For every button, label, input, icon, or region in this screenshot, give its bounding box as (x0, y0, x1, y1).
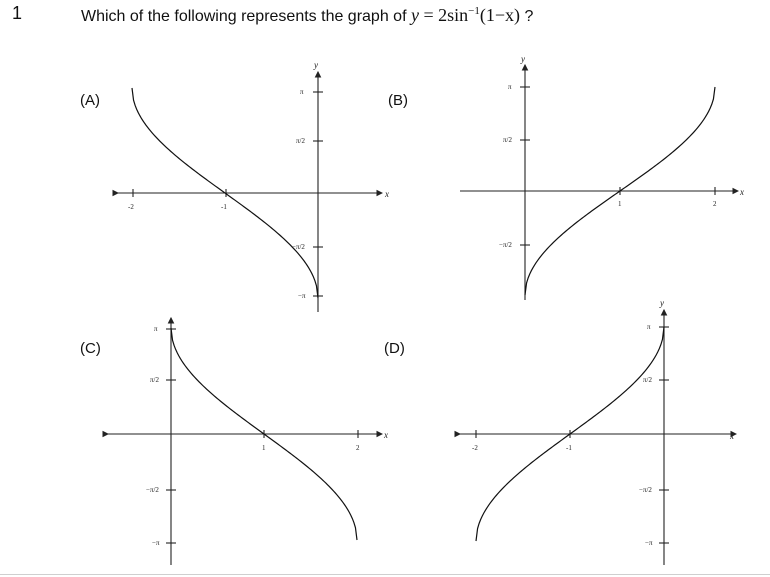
graph-c-ytick-4: −π (152, 539, 160, 547)
graph-c-ticks (166, 329, 358, 543)
graph-d-ytick-1: π (647, 323, 651, 331)
graph-a-ticks (133, 92, 323, 296)
graph-c-xtick-2: 2 (356, 444, 360, 452)
graph-a-x-label: x (385, 189, 389, 199)
formula-exp: −1 (468, 5, 480, 17)
graph-b-ytick-3: −π/2 (499, 241, 512, 249)
graph-b-xtick-2: 2 (713, 200, 717, 208)
graph-a-xtick-1: -2 (128, 203, 134, 211)
graph-d[interactable] (460, 298, 736, 565)
option-c-label[interactable]: (C) (80, 340, 101, 357)
option-b-label[interactable]: (B) (388, 92, 408, 109)
graph-d-ytick-3: −π/2 (639, 486, 652, 494)
formula-arg: (1−x) (479, 5, 520, 25)
graph-b-ytick-2: π/2 (503, 136, 512, 144)
formula-eq: = 2sin (418, 5, 469, 25)
graph-d-xtick-1: -2 (472, 444, 478, 452)
question-suffix: ? (520, 8, 534, 25)
graph-d-ticks (476, 327, 669, 543)
graph-b-ytick-1: π (508, 83, 512, 91)
option-a-label[interactable]: (A) (80, 92, 100, 109)
question-prefix: Which of the following represents the graph of (81, 8, 411, 25)
option-d-label[interactable]: (D) (384, 340, 405, 357)
graph-b-y-label: y (521, 54, 525, 64)
graph-c-ytick-2: π/2 (150, 376, 159, 384)
graph-d-ytick-2: π/2 (643, 376, 652, 384)
graph-d-ytick-4: −π (645, 539, 653, 547)
graph-d-y-label: y (660, 298, 664, 308)
graph-a-ytick-1: π (300, 88, 304, 96)
graph-b-x-label: x (740, 187, 744, 197)
graph-c-ytick-3: −π/2 (146, 486, 159, 494)
graph-a-ytick-2: π/2 (296, 137, 305, 145)
graph-a-ytick-4: −π (298, 292, 306, 300)
question-number: 1 (12, 3, 23, 23)
graph-c[interactable] (108, 318, 388, 565)
graph-d-x-label: x (730, 431, 734, 441)
graph-a[interactable] (118, 60, 389, 312)
graph-a-y-label: y (314, 60, 318, 70)
graph-c-x-label: x (384, 430, 388, 440)
graph-b-ticks (520, 87, 715, 245)
graph-c-xtick-1: 1 (262, 444, 266, 452)
graph-a-ytick-3: −π/2 (292, 243, 305, 251)
graph-c-ytick-1: π (154, 325, 158, 333)
graph-b[interactable] (460, 54, 744, 300)
bottom-divider (0, 574, 770, 575)
formula-lhs: y (410, 5, 419, 25)
graph-b-xtick-1: 1 (618, 200, 622, 208)
graph-d-xtick-2: -1 (566, 444, 572, 452)
graph-a-xtick-2: -1 (221, 203, 227, 211)
